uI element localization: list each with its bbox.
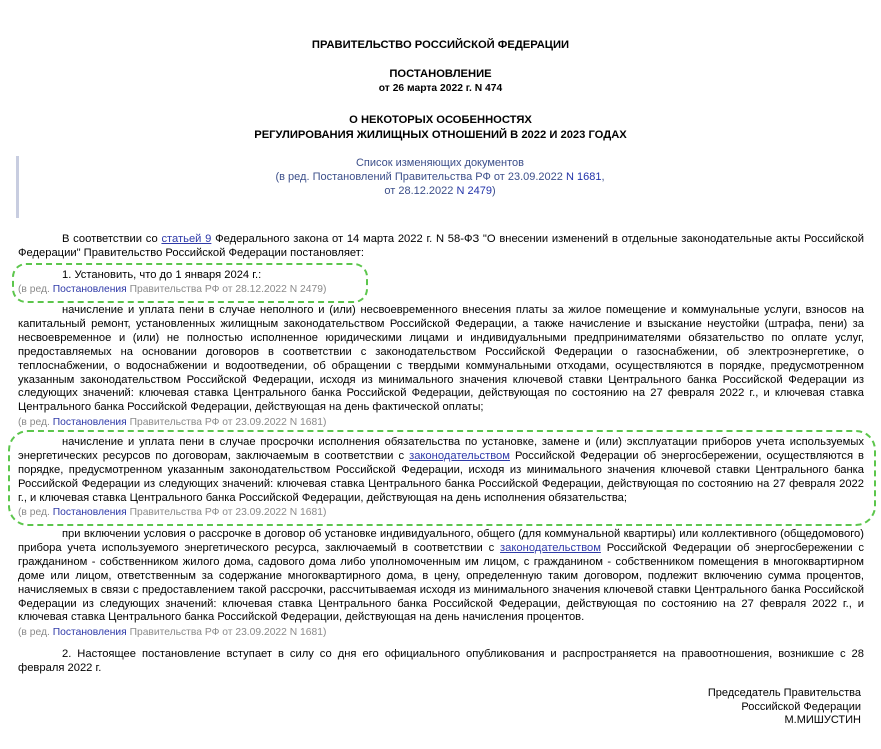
changes-list [16,156,864,198]
link-n1681[interactable]: N 1681 [565,171,602,183]
doc-title-line2: РЕГУЛИРОВАНИЯ ЖИЛИЩНЫХ ОТНОШЕНИЙ В 2022 И 2023 ГОДАХ [254,129,627,141]
link-postanovleniya-2[interactable]: Постановления [52,417,127,428]
doc-date: от 26 марта 2022 г. N 474 [378,83,503,94]
paragraph-installment-note: (в ред. Постановления Правительства РФ от 23.09.2022 N 1681) [18,627,327,638]
doc-title-line1: О НЕКОТОРЫХ ОСОБЕННОСТЯХ [349,114,532,126]
link-article-9[interactable]: статьей 9 [161,233,212,245]
item-2: 2. Настоящее постановление вступает в силу со дня его официального опубликования и распространяется на правоотношения, возникшие с 28 февраля 2022 г. [18,648,864,674]
government-heading: ПРАВИТЕЛЬСТВО РОССИЙСКОЙ ФЕДЕРАЦИИ [311,39,570,51]
link-postanovleniya-4[interactable]: Постановления [52,627,127,638]
item-1-note: (в ред. Постановления Правительства РФ от 28.12.2022 N 2479) [18,284,327,295]
paragraph-penalties-note: (в ред. Постановления Правительства РФ от 23.09.2022 N 1681) [18,417,327,428]
paragraph-penalties: начисление и уплата пени в случае неполного и (или) несвоевременного внесения платы за жилое помещение и коммунальные услуги, взносов на капитальный ремонт, установленных жилищным законодательством Российской Федерации, а также начисление и взыскание неустойки (штрафа, пени) за несвоевременное и (или) не полностью исполненное юридическими лицами и индивидуальными предпринимателями обязательство по оплате услуг, предоставляемых на основании договоров в соответствии с законодательством Российской Федерации о газоснабжении, об электроэнергетике, о теплоснабжении, о водоснабжении и водоотведении, об обращении с твердыми коммунальными отходами, осуществляются в порядке, предусмотренном указанным законодательством Российской Федерации, исходя из минимального значения ключевой ставки Центрального банка Российской Федерации из следующих значений: ключевая ставка Центрального банка Российской Федерации, действующая по состоянию на 27 февраля 2022 г., и ключевая ставка Центрального банка Российской Федерации, действующая на день фактической оплаты; [18,304,864,414]
intro-paragraph: В соответствии со статьей 9 Федерального закона от 14 марта 2022 г. N 58-ФЗ "О внесении изменений в отдельные законодательные акты Российской Федерации" Правительство Российской Федерации постановляет: [18,233,864,259]
link-postanovleniya-1[interactable]: Постановления [52,284,127,295]
link-legislation-1[interactable]: законодательством [409,449,510,462]
paragraph-installment: при включении условия о рассрочке в договор об установке индивидуального, общего (для коммунальной квартиры) или коллективного (общедомового) прибора учета используемого энергетического ресурса, заключаемый в соответствии с законодательством Российской Федерации об энергосбережении с гражданином - собственником жилого дома, садового дома либо уполномоченным им лицом, с гражданином - собственником помещения в многоквартирном доме или лицом, ответственным за содержание многоквартирного дома, в цену, определенную таким договором, подлежит включению сумма процентов, начисляемых в связи с предоставлением такой рассрочки, рассчитываемая исходя из минимального значения ключевой ставки Центрального банка Российской Федерации из следующих значений: ключевая ставка Центрального банка Российской Федерации, действующая по состоянию на 27 февраля 2022 г., и ключевая ставка Центрального банка Российской Федерации, действующая на день начисления процентов. [18,528,864,624]
paragraph-meters-note: (в ред. Постановления Правительства РФ от 23.09.2022 N 1681) [18,507,327,518]
changes-line2: (в ред. Постановлений Правительства РФ от 23.09.2022 N 1681, [275,171,605,183]
changes-line3: от 28.12.2022 N 2479) [384,185,496,197]
link-n2479[interactable]: N 2479 [456,185,492,197]
changes-heading: Список изменяющих документов [355,157,525,169]
signature-block [708,687,861,728]
link-postanovleniya-3[interactable]: Постановления [52,507,127,518]
doc-type: ПОСТАНОВЛЕНИЕ [389,68,492,80]
signature-name: М.МИШУСТИН [784,714,861,727]
signature-country: Российской Федерации [741,700,861,713]
signature-position: Председатель Правительства [707,687,861,699]
item-1: 1. Установить, что до 1 января 2024 г.: [62,269,262,281]
link-legislation-2[interactable]: законодательством [500,541,601,554]
paragraph-meters: начисление и уплата пени в случае просрочки исполнения обязательства по установке, замене и (или) эксплуатации приборов учета используемых энергетических ресурсов по договорам, заключаемым в соответствии с законодательством Российской Федерации об энергосбережении, осуществляются в порядке, предусмотренном указанным законодательством Российской Федерации, исходя из минимального значения ключевой ставки Центрального банка Российской Федерации из следующих значений: ключевая ставка Центрального банка Российской Федерации, действующая по состоянию на 27 февраля 2022 г., и ключевая ставка Центрального банка Российской Федерации, действующая на день исполнения обязательства; [18,436,864,504]
